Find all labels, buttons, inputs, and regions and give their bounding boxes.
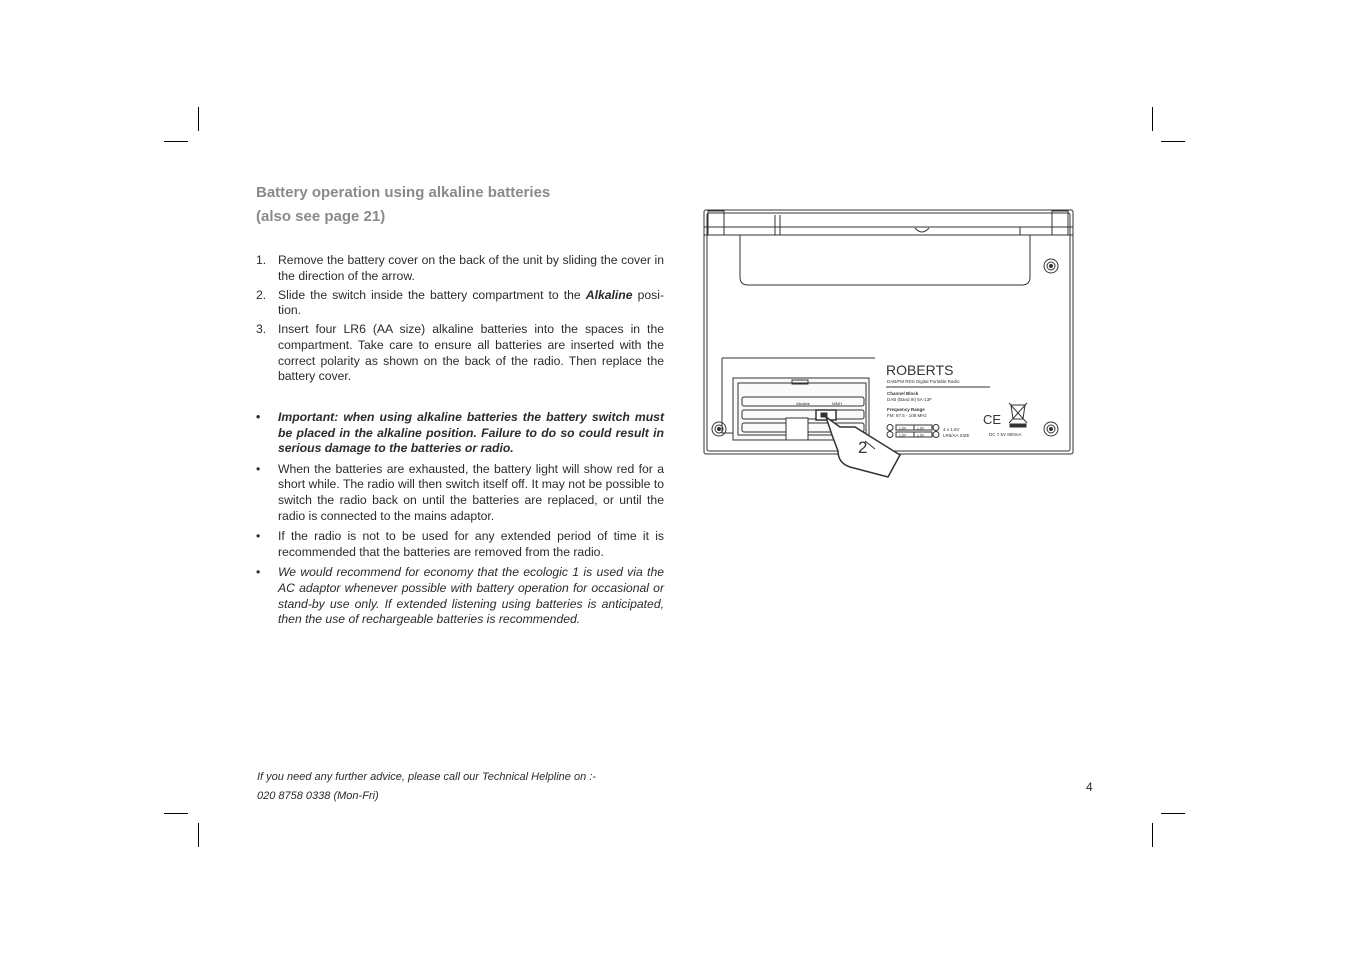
bullet: • <box>256 461 261 476</box>
bullet: • <box>256 529 261 544</box>
battery-size: LR6/AA SIZE <box>943 433 970 438</box>
crop-mark <box>1161 813 1185 814</box>
crop-mark <box>198 823 199 847</box>
cell-voltage: 1.5V <box>899 433 907 438</box>
cell-voltage: 1.5V <box>917 433 925 438</box>
switch-label-alkaline: Alkaline <box>796 401 811 406</box>
crop-mark <box>1161 141 1185 142</box>
cell-voltage: 1.5V <box>917 426 925 431</box>
step-number: 3. <box>256 322 267 337</box>
frequency-label: Frequency Range <box>887 407 925 412</box>
dc-rating: DC 7.5V 800mA <box>989 432 1022 437</box>
step-item <box>256 288 664 319</box>
important-note: Important: when using alkaline batteries the battery switch must be placed in the alkaline position. Failure to do so could result in serious damage to the batteries or radio. <box>278 410 664 456</box>
crop-mark <box>164 141 188 142</box>
bullet: • <box>256 410 261 424</box>
switch-label-nimh: NiMH <box>832 401 842 406</box>
step-text: posi-tion. <box>278 287 664 318</box>
step-text: Insert four LR6 (AA size) alkaline batteries into the spaces in the compartment. Take care to ensure all batteries are inserted with the correct polarity as shown on the back of the radio. Then replace the battery cover. <box>278 322 664 384</box>
footer-line-2: 020 8758 0338 (Mon-Fri) <box>257 790 379 802</box>
note-text: We would recommend for economy that the ecologic 1 is used via the AC adaptor whenever possible with battery operation for occasional or stand-by use only. If extended listening using batteries is anticipated, then the use of rechargeable batteries is recommended. <box>278 565 664 627</box>
brand-name: ROBERTS <box>886 362 954 378</box>
note-item <box>256 529 664 560</box>
crop-mark <box>164 813 188 814</box>
footer-helpline <box>257 768 596 806</box>
section-heading <box>256 181 550 229</box>
step-item <box>256 253 664 284</box>
footer-line-1: If you need any further advice, please call our Technical Helpline on :- <box>257 771 596 783</box>
channel-block-value: DAB (Band III) 5A-13F <box>887 397 933 402</box>
channel-block-label: Channel Block <box>887 391 919 396</box>
note-item-important <box>256 410 664 457</box>
heading-line-1: Battery operation using alkaline batteries <box>256 184 551 201</box>
callout-number: 2 <box>858 438 868 457</box>
note-item <box>256 462 664 524</box>
step-text: Remove the battery cover on the back of the unit by sliding the cover in the direction of the arrow. <box>278 253 664 283</box>
note-item <box>256 565 664 627</box>
frequency-value: FM: 87.5 - 108 MHz <box>887 413 927 418</box>
ce-mark: CE <box>983 412 1002 427</box>
bullet: • <box>256 565 261 580</box>
steps-list <box>256 253 664 388</box>
cell-voltage: 1.5V <box>899 426 907 431</box>
step-emphasis: Alkaline <box>585 287 633 302</box>
step-text: Slide the switch inside the battery compartment to the <box>278 287 586 302</box>
crop-mark <box>198 107 199 131</box>
note-text: If the radio is not to be used for any extended period of time it is recommended that the batteries are removed from the radio. <box>278 529 664 559</box>
radio-back-illustration <box>700 205 1080 490</box>
model-name: DAB/FM RDS Digital Portable Radio <box>887 379 960 384</box>
notes-list <box>256 410 664 631</box>
note-text: When the batteries are exhausted, the battery light will show red for a short while. The radio will then switch itself off. It may not be possible to switch the radio back on until the batteries are replaced, or until the radio is connected to the mains adaptor. <box>278 461 664 523</box>
crop-mark <box>1152 823 1153 847</box>
page-number: 4 <box>1086 780 1093 794</box>
step-number: 1. <box>256 253 267 267</box>
battery-count: 4 x 1.5V <box>943 427 960 432</box>
step-item <box>256 322 664 384</box>
step-number: 2. <box>256 287 267 302</box>
heading-line-2: (also see page 21) <box>256 208 386 225</box>
crop-mark <box>1152 107 1153 131</box>
